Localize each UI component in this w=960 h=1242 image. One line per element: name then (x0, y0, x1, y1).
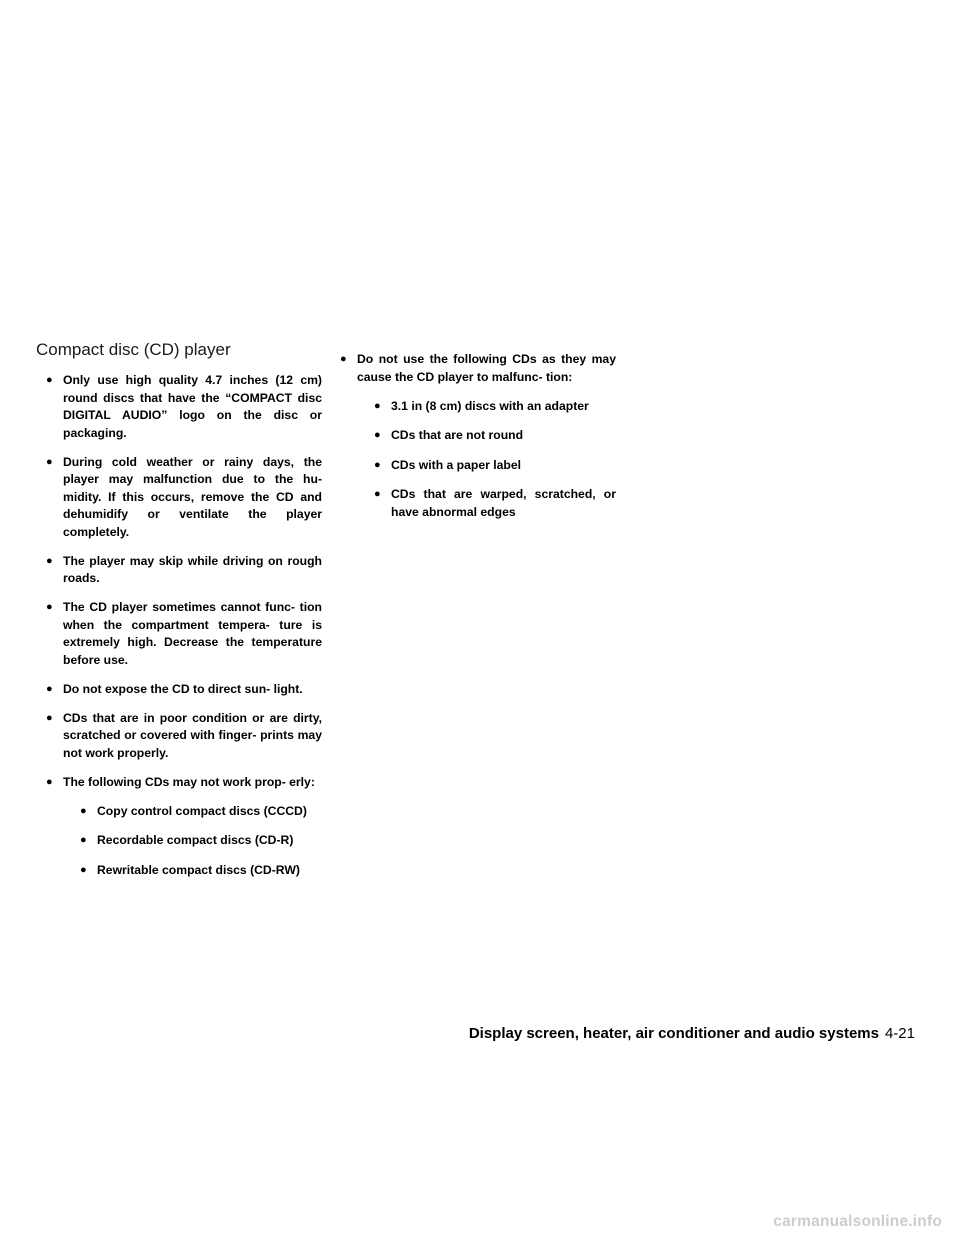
list-item: ● Do not expose the CD to direct sun- light. (46, 681, 322, 699)
sub-list (374, 398, 616, 522)
section-title: Compact disc (CD) player (36, 340, 231, 359)
watermark: carmanualsonline.info (773, 1213, 942, 1230)
sub-list-item: ● Copy control compact discs (CCCD) (80, 803, 322, 821)
sub-list-item: ● Recordable compact discs (CD-R) (80, 832, 322, 850)
sub-list-item: ● CDs that are not round (374, 427, 616, 445)
list-item: ● Only use high quality 4.7 inches (12 cm) round discs that have the “COMPACT disc DIGITAL AUDIO” logo on the disc or packaging. (46, 372, 322, 442)
right-column (340, 351, 616, 533)
sub-list-item: ● Rewritable compact discs (CD-RW) (80, 862, 322, 880)
page-number: 4-21 (884, 1025, 915, 1042)
page-footer (469, 1025, 915, 1042)
sub-list-item: ● CDs that are warped, scratched, or have abnormal edges (374, 486, 616, 521)
chapter-title: Display screen, heater, air conditioner and audio systems (468, 1025, 879, 1042)
list-item: ● The player may skip while driving on rough roads. (46, 553, 322, 588)
list-item-with-subitems (46, 774, 322, 880)
sub-list (80, 803, 322, 880)
list-item-text: Do not use the following CDs as they may cause the CD player to malfunc- tion: (357, 352, 616, 384)
list-item: ● CDs that are in poor condition or are dirty, scratched or covered with finger- prints may not work properly. (46, 710, 322, 763)
left-column (46, 372, 322, 891)
list-item: ● During cold weather or rainy days, the player may malfunction due to the hu- midity. If this occurs, remove the CD and dehumidify or ventilate the player completely. (46, 454, 322, 542)
list-item-text: The following CDs may not work prop- erly: (63, 774, 315, 789)
list-item-with-subitems (340, 351, 616, 521)
list-item: ● The CD player sometimes cannot func- tion when the compartment tempera- ture is extremely high. Decrease the temperature before use. (46, 599, 322, 669)
sub-list-item: ● 3.1 in (8 cm) discs with an adapter (374, 398, 616, 416)
sub-list-item: ● CDs with a paper label (374, 457, 616, 475)
